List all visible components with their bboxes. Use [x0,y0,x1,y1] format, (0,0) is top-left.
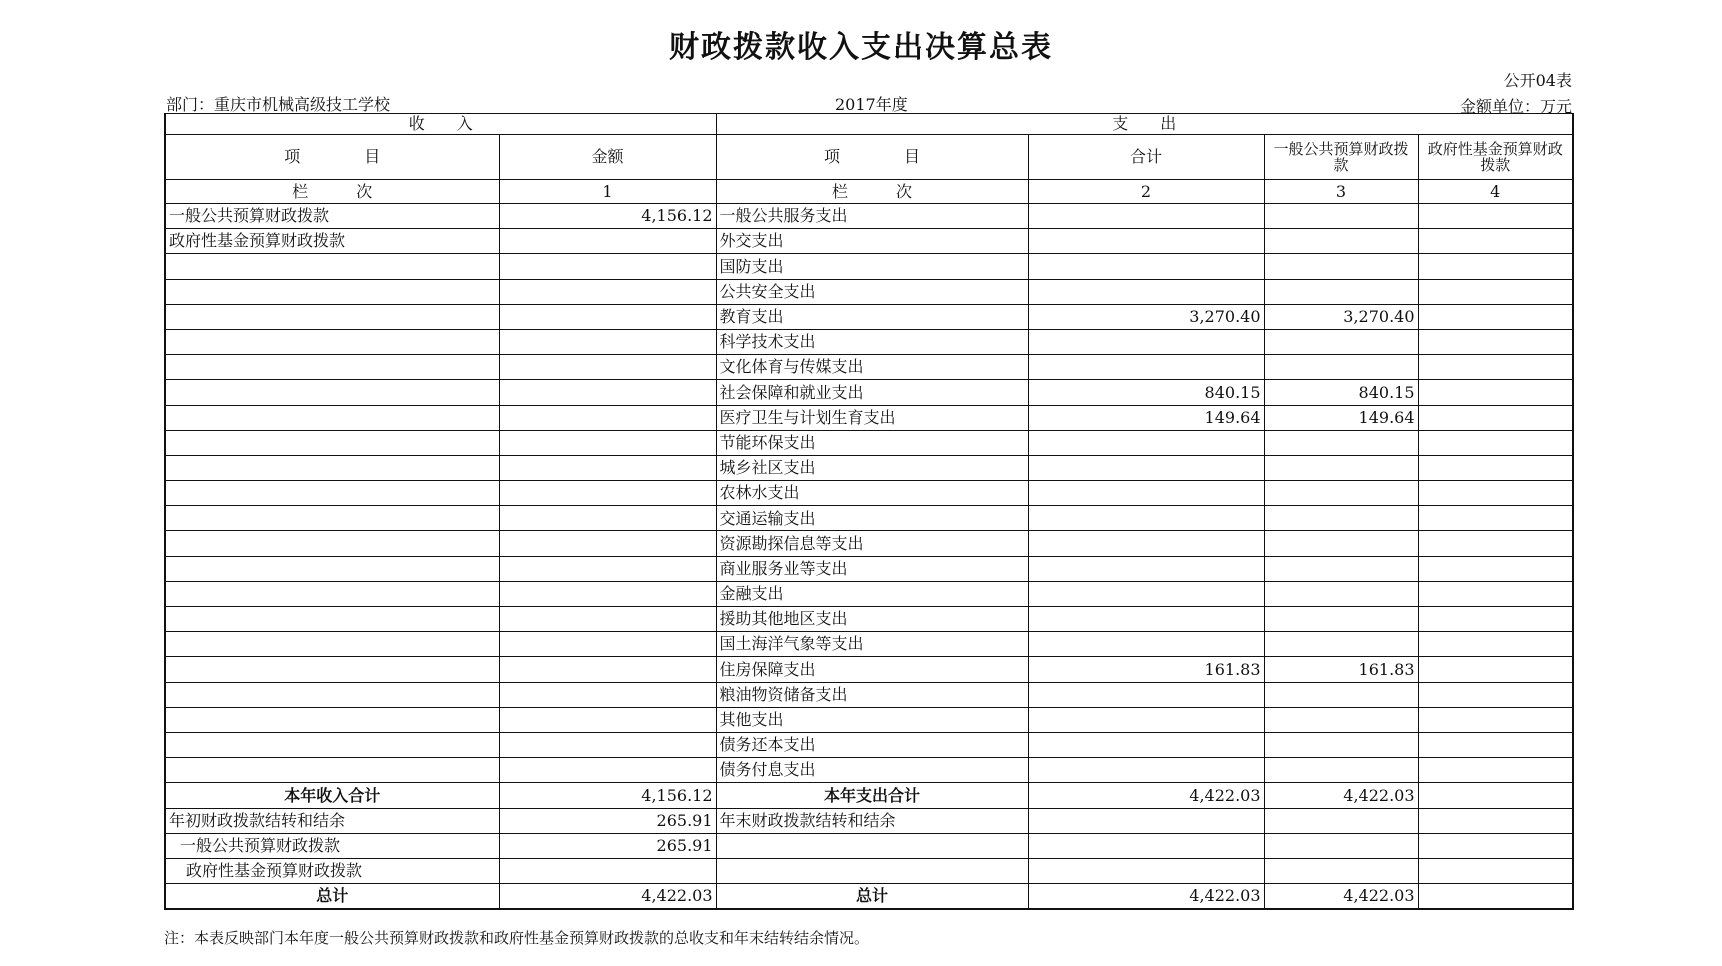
income-item-cell [165,380,499,405]
expense-fund-cell [1418,455,1573,480]
expense-fund-cell [1418,682,1573,707]
expense-total-cell [1028,682,1264,707]
expense-fund-cell [1418,531,1573,556]
expense-item-cell: 商业服务业等支出 [716,556,1028,581]
expense-fund-cell [1418,405,1573,430]
expense-fund-cell [1418,607,1573,632]
expense-subtotal-total: 4,422.03 [1028,783,1264,808]
expense-item-cell: 交通运输支出 [716,506,1028,531]
carry-sub1-amount: 265.91 [499,833,716,858]
expense-item-cell: 债务付息支出 [716,758,1028,783]
table-row [165,531,1573,556]
expense-grand-total-label: 总计 [716,884,1028,910]
income-amount-cell: 4,156.12 [499,204,716,229]
expense-item-cell: 城乡社区支出 [716,455,1028,480]
expense-item-cell: 住房保障支出 [716,657,1028,682]
expense-grand-total-fund [1418,884,1573,910]
expense-fund-cell [1418,204,1573,229]
expense-item-cell: 其他支出 [716,707,1028,732]
expense-fund-cell [1418,430,1573,455]
income-item-cell [165,556,499,581]
expense-total-cell [1028,430,1264,455]
expense-general-cell [1264,355,1418,380]
amount-unit: 金额单位：万元 [1459,97,1572,116]
grand-total-row [165,884,1573,910]
table-row [165,607,1573,632]
income-amount-cell [499,329,716,354]
fiscal-year: 2017年度 [835,95,908,114]
expense-subtotal-general: 4,422.03 [1264,783,1418,808]
expense-item-cell: 教育支出 [716,304,1028,329]
expense-item-header: 项 目 [716,135,1028,180]
income-item-cell [165,355,499,380]
expense-general-cell [1264,254,1418,279]
expense-general-cell [1264,481,1418,506]
expense-general-cell [1264,506,1418,531]
carry-income-amount: 265.91 [499,808,716,833]
expense-fund-cell [1418,657,1573,682]
expense-subtotal-fund [1418,783,1573,808]
expense-general-cell [1264,455,1418,480]
expense-fund-cell [1418,632,1573,657]
expense-general-cell [1264,531,1418,556]
expense-group-header: 支 出 [716,114,1573,135]
income-amount-cell [499,707,716,732]
expense-general-cell [1264,329,1418,354]
income-amount-cell [499,304,716,329]
income-item-cell: 一般公共预算财政拨款 [165,204,499,229]
expense-fund-cell [1418,229,1573,254]
carry-sub2-row [165,858,1573,883]
table-row [165,204,1573,229]
expense-general-cell [1264,758,1418,783]
carry-sub2-amount [499,858,716,883]
expense-total-cell [1028,455,1264,480]
expense-grand-total-general: 4,422.03 [1264,884,1418,910]
table-row [165,506,1573,531]
expense-general-cell [1264,556,1418,581]
table-row [165,732,1573,757]
table-row [165,355,1573,380]
income-amount-cell [499,355,716,380]
expense-item-cell: 农林水支出 [716,481,1028,506]
expense-item-cell: 粮油物资储备支出 [716,682,1028,707]
income-item-cell [165,531,499,556]
column-number-3: 3 [1264,180,1418,204]
table-row [165,481,1573,506]
expense-fund-cell [1418,758,1573,783]
expense-general-cell [1264,430,1418,455]
expense-item-cell: 国土海洋气象等支出 [716,632,1028,657]
expense-total-cell [1028,204,1264,229]
expense-total-cell: 3,270.40 [1028,304,1264,329]
carry-expense-label: 年末财政拨款结转和结余 [716,808,1028,833]
table-row [165,380,1573,405]
column-number-1: 1 [499,180,716,204]
expense-fund-cell [1418,581,1573,606]
table-row [165,405,1573,430]
expense-grand-total-total: 4,422.03 [1028,884,1264,910]
expense-total-cell [1028,279,1264,304]
column-number-row [165,180,1573,204]
column-header-row [165,135,1573,180]
income-amount-cell [499,430,716,455]
income-amount-cell [499,506,716,531]
expense-total-cell [1028,329,1264,354]
expense-total-cell [1028,632,1264,657]
income-item-cell [165,329,499,354]
income-amount-cell [499,279,716,304]
expense-total-cell [1028,481,1264,506]
income-amount-cell [499,481,716,506]
income-amount-cell [499,581,716,606]
expense-item-cell: 资源勘探信息等支出 [716,531,1028,556]
department-label: 部门：重庆市机械高级技工学校 [166,95,391,114]
income-amount-cell [499,732,716,757]
expense-item-cell: 债务还本支出 [716,732,1028,757]
expense-fund-cell [1418,329,1573,354]
expense-fund-cell [1418,380,1573,405]
income-amount-cell [499,556,716,581]
expense-general-cell: 149.64 [1264,405,1418,430]
expense-general-cell [1264,204,1418,229]
income-item-cell [165,732,499,757]
carry-sub1-row [165,833,1573,858]
income-item-cell [165,481,499,506]
expense-general-cell [1264,581,1418,606]
expense-general-cell [1264,607,1418,632]
income-grand-total-label: 总计 [165,884,499,910]
expense-general-cell: 840.15 [1264,380,1418,405]
table-row [165,254,1573,279]
income-subtotal-amount: 4,156.12 [499,783,716,808]
table-row [165,707,1573,732]
expense-total-cell [1028,531,1264,556]
expense-total-cell [1028,254,1264,279]
income-item-cell [165,279,499,304]
income-amount-cell [499,607,716,632]
expense-general-cell [1264,279,1418,304]
expense-total-cell [1028,607,1264,632]
income-item-cell [165,430,499,455]
income-item-cell [165,758,499,783]
expense-general-cell [1264,682,1418,707]
table-row [165,229,1573,254]
expense-general-cell: 3,270.40 [1264,304,1418,329]
income-amount-header: 金额 [499,135,716,180]
expense-total-cell [1028,758,1264,783]
footer-note: 注：本表反映部门本年度一般公共预算财政拨款和政府性基金预算财政拨款的总收支和年末结转结余情况。 [164,929,870,947]
expense-total-cell [1028,506,1264,531]
income-item-cell [165,455,499,480]
income-amount-cell [499,229,716,254]
expense-general-cell [1264,632,1418,657]
column-label-left: 栏 次 [165,180,499,204]
carry-sub1-label: 一般公共预算财政拨款 [165,833,499,858]
income-grand-total-amount: 4,422.03 [499,884,716,910]
income-item-cell [165,707,499,732]
income-amount-cell [499,254,716,279]
expense-fund-cell [1418,279,1573,304]
income-amount-cell [499,455,716,480]
expense-general-cell [1264,707,1418,732]
expense-total-cell [1028,229,1264,254]
table-row [165,758,1573,783]
table-row [165,304,1573,329]
income-amount-cell [499,758,716,783]
carry-row [165,808,1573,833]
expense-item-cell: 文化体育与传媒支出 [716,355,1028,380]
expense-fund-cell [1418,304,1573,329]
income-item-cell [165,682,499,707]
expense-fund-cell [1418,254,1573,279]
carry-income-label: 年初财政拨款结转和结余 [165,808,499,833]
expense-total-cell [1028,581,1264,606]
carry-sub2-label: 政府性基金预算财政拨款 [165,858,499,883]
expense-total-cell: 840.15 [1028,380,1264,405]
income-item-cell [165,607,499,632]
income-amount-cell [499,657,716,682]
expense-total-cell [1028,707,1264,732]
income-amount-cell [499,380,716,405]
column-number-4: 4 [1418,180,1573,204]
expense-total-cell [1028,556,1264,581]
gov-fund-header: 政府性基金预算财政拨款 [1418,135,1573,180]
table-row [165,455,1573,480]
group-header-row [165,114,1573,135]
expense-fund-cell [1418,481,1573,506]
form-number: 公开04表 [1503,71,1572,90]
income-item-cell [165,506,499,531]
table-row [165,329,1573,354]
expense-subtotal-label: 本年支出合计 [716,783,1028,808]
expense-total-cell: 161.83 [1028,657,1264,682]
expense-item-cell: 金融支出 [716,581,1028,606]
table-row [165,279,1573,304]
expense-total-cell: 149.64 [1028,405,1264,430]
expense-total-cell [1028,355,1264,380]
expense-item-cell: 公共安全支出 [716,279,1028,304]
table-row [165,632,1573,657]
column-label-right: 栏 次 [716,180,1028,204]
expense-item-cell: 医疗卫生与计划生育支出 [716,405,1028,430]
income-amount-cell [499,531,716,556]
income-item-cell [165,581,499,606]
income-item-cell [165,632,499,657]
expense-item-cell: 社会保障和就业支出 [716,380,1028,405]
income-item-cell [165,304,499,329]
expense-item-cell: 外交支出 [716,229,1028,254]
general-budget-header: 一般公共预算财政拨款 [1264,135,1418,180]
income-item-cell [165,657,499,682]
column-number-2: 2 [1028,180,1264,204]
income-amount-cell [499,682,716,707]
income-subtotal-label: 本年收入合计 [165,783,499,808]
income-item-cell [165,405,499,430]
expense-fund-cell [1418,355,1573,380]
expense-fund-cell [1418,707,1573,732]
expense-general-cell [1264,732,1418,757]
expense-item-cell: 援助其他地区支出 [716,607,1028,632]
table-row [165,657,1573,682]
income-item-header: 项 目 [165,135,499,180]
income-item-cell [165,254,499,279]
income-amount-cell [499,632,716,657]
expense-general-cell: 161.83 [1264,657,1418,682]
subtotal-row [165,783,1573,808]
expense-fund-cell [1418,732,1573,757]
expense-item-cell: 节能环保支出 [716,430,1028,455]
expense-general-cell [1264,229,1418,254]
total-header: 合计 [1028,135,1264,180]
table-row [165,430,1573,455]
table-row [165,581,1573,606]
income-item-cell: 政府性基金预算财政拨款 [165,229,499,254]
table-row [165,682,1573,707]
expense-item-cell: 一般公共服务支出 [716,204,1028,229]
table-row [165,556,1573,581]
budget-table [164,113,1574,910]
income-amount-cell [499,405,716,430]
expense-item-cell: 国防支出 [716,254,1028,279]
expense-fund-cell [1418,506,1573,531]
expense-total-cell [1028,732,1264,757]
income-group-header: 收 入 [165,114,716,135]
expense-item-cell: 科学技术支出 [716,329,1028,354]
expense-fund-cell [1418,556,1573,581]
page-title: 财政拨款收入支出决算总表 [669,30,1053,65]
